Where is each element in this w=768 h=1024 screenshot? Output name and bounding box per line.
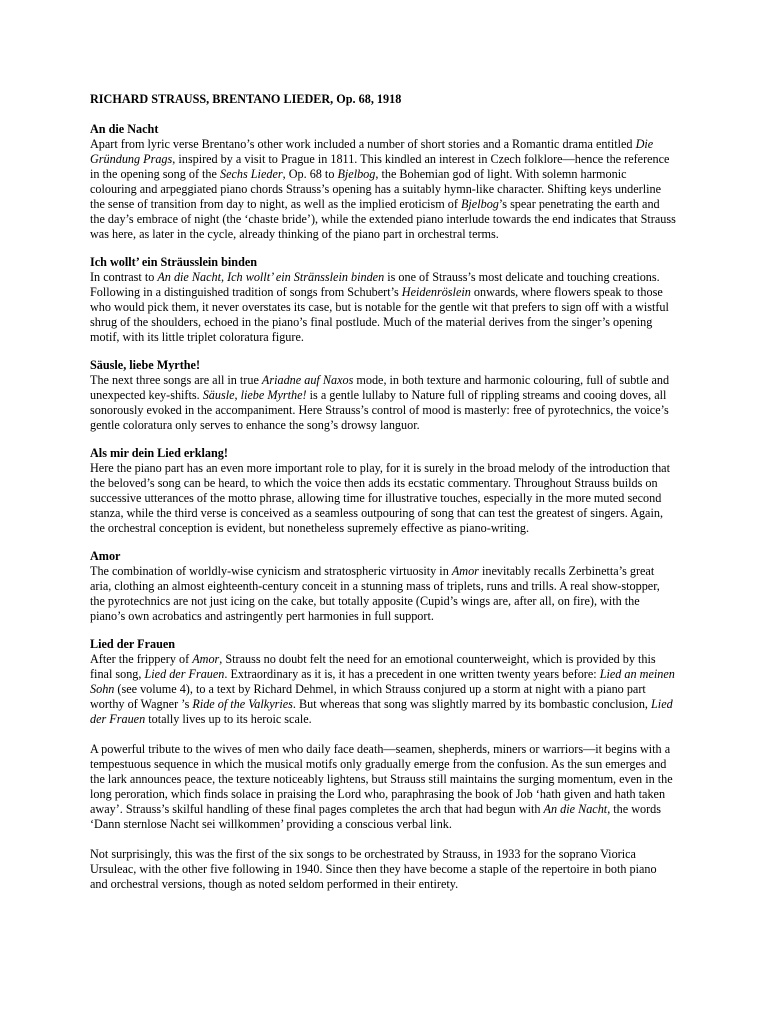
italic-title: Lied an meinen Sohn	[90, 667, 675, 696]
section-paragraph	[90, 652, 676, 727]
section-heading: Amor	[90, 549, 121, 563]
text-run: Here the piano part has an even more important role to play, for it is surely in the broad melody of the introduction that the beloved’s song can be heard, to which the voice then adds its ecstatic commentary. Throughout Strauss builds on successive utterances of the motto phrase, allowing time for illustrative touches, especially in the more muted second stanza, while the third verse is conceived as a seamless outpouring of song that can test the greatest of singers. Again, the orchestral conception is evident, but nonetheless supremely effective as piano-writing.	[90, 461, 670, 535]
section-heading: Ich wollt’ ein Sträusslein binden	[90, 255, 258, 269]
section-lied-der-frauen	[90, 637, 676, 892]
text-run: , Op. 68 to	[282, 167, 338, 181]
section-paragraph	[90, 564, 676, 624]
text-run: inevitably recalls Zerbinetta’s great aria, clothing an almost eighteenth-century conceit in a stunning mass of triplets, runs and trills. A real show-stopper, the pyrotechnics are not just icing on the cake, but totally apposite (Cupid’s wings are, after all, on fire), with the piano’s own acrobatics and astringently pert harmonies in full support.	[90, 564, 660, 623]
text-run: is one of Strauss’s most delicate and touching creations. Following in a distinguished tradition of songs from Schubert’s	[90, 270, 660, 299]
text-run: . Extraordinary as it is, it has a precedent in one written twenty years before:	[224, 667, 600, 681]
text-run: ’s spear penetrating the earth and the day’s embrace of night (the ‘chaste bride’), while the extended piano interlude towards the end indicates that Strauss was here, as later in the cycle, already thinking of the piano part in orchestral terms.	[90, 197, 676, 241]
text-run: In contrast to	[90, 270, 158, 284]
text-run: mode, in both texture and harmonic colouring, full of subtle and unexpected key-shifts.	[90, 373, 670, 402]
italic-title: Ride of the Valkyries	[192, 697, 293, 711]
text-run: The next three songs are all in true	[90, 373, 262, 387]
text-run: , inspired by a visit to Prague in 1811. This kindled an interest in Czech folklore—hence the reference in the opening song of the	[90, 152, 670, 181]
section-ich-wollt	[90, 255, 676, 345]
italic-title: Die Gründung Prags	[90, 137, 654, 166]
text-run: ,	[221, 270, 228, 284]
section-als-mir	[90, 446, 676, 536]
text-run: (see volume 4), to a text by Richard Dehmel, in which Strauss conjured up a storm at night with a piano part worthy of Wagner ’s	[90, 682, 646, 711]
italic-title: Ariadne auf Naxos	[261, 373, 354, 387]
text-run: totally lives up to its heroic scale.	[145, 712, 312, 726]
closing-paragraph	[90, 742, 676, 832]
italic-title: Bjelbog	[460, 197, 499, 211]
section-amor	[90, 549, 676, 624]
section-heading: An die Nacht	[90, 122, 159, 136]
text-run: Not surprisingly, this was the first of the six songs to be orchestrated by Strauss, in 1933 for the soprano Viorica Ursuleac, with the other five following in 1940. Since then they have become a staple of the repertoire in both piano and orchestral versions, though as noted seldom performed in their entirety.	[90, 847, 657, 891]
section-sausle	[90, 358, 676, 433]
text-run: After the frippery of	[90, 652, 193, 666]
italic-title: Säusle, liebe Myrthe!	[202, 388, 307, 402]
italic-title: Bjelbog	[337, 167, 376, 181]
text-run: Apart from lyric verse Brentano’s other work included a number of short stories and a Romantic drama entitled	[90, 137, 636, 151]
document-page	[90, 92, 676, 905]
section-heading: Säusle, liebe Myrthe!	[90, 358, 201, 372]
italic-title: Amor	[451, 564, 479, 578]
section-heading: Lied der Frauen	[90, 637, 176, 651]
section-an-die-nacht	[90, 122, 676, 242]
section-paragraph	[90, 373, 676, 433]
text-run: , the Bohemian god of light. With solemn harmonic colouring and arpeggiated piano chords Strauss’s opening has a suitably hymn-like character. Shifting keys underline the sense of transition from day to night, as well as the implied eroticism of	[90, 167, 661, 211]
text-run: is a gentle lullaby to Nature full of rippling streams and cooing doves, all sonorously evoked in the accompaniment. Here Strauss’s control of mood is masterly: free of pyrotechnics, the voice’s gentle coloratura only serves to enhance the song’s drowsy languor.	[90, 388, 669, 432]
italic-title: Lied der Frauen	[144, 667, 225, 681]
italic-title: Lied der Frauen	[90, 697, 673, 726]
closing-paragraph	[90, 847, 676, 892]
text-run: , the words ‘Dann sternlose Nacht sei willkommen’ providing a conscious verbal link.	[90, 802, 662, 831]
text-run: . But whereas that song was slightly marred by its bombastic conclusion,	[292, 697, 652, 711]
text-run: onwards, where flowers speak to those who would pick them, it never overstates its case, but is notable for the gentle wit that prefers to sign off with a wistful shrug of the shoulders, echoed in the piano’s final postlude. Much of the material derives from the singer’s opening motif, with its little triplet coloratura figure.	[90, 285, 669, 344]
italic-title: Sechs Lieder	[219, 167, 283, 181]
italic-title: An die Nacht	[543, 802, 608, 816]
section-heading: Als mir dein Lied erklang!	[90, 446, 228, 460]
text-run: The combination of worldly-wise cynicism and stratospheric virtuosity in	[90, 564, 452, 578]
text-run: , Strauss no doubt felt the need for an emotional counterweight, which is provided by this final song,	[90, 652, 656, 681]
italic-title: Heidenröslein	[401, 285, 471, 299]
italic-title: Ich wollt’ ein Stränsslein binden	[227, 270, 385, 284]
section-paragraph	[90, 137, 676, 242]
document-title: RICHARD STRAUSS, BRENTANO LIEDER, Op. 68, 1918	[90, 92, 402, 106]
section-paragraph	[90, 270, 676, 345]
italic-title: An die Nacht	[157, 270, 221, 284]
text-run: A powerful tribute to the wives of men who daily face death—seamen, shepherds, miners or warriors—it begins with a tempestuous sequence in which the musical motifs only gradually emerge from the confusion. As the sun emerges and the lark announces peace, the texture noticeably lightens, but Strauss still maintains the surging momentum, even in the long peroration, which finds solace in praising the Lord who, paraphrasing the book of Job ‘hath given and hath taken away’. Strauss’s skilful handling of these final pages completes the arch that had begun with	[90, 742, 673, 816]
italic-title: Amor	[192, 652, 220, 666]
section-paragraph	[90, 461, 676, 536]
